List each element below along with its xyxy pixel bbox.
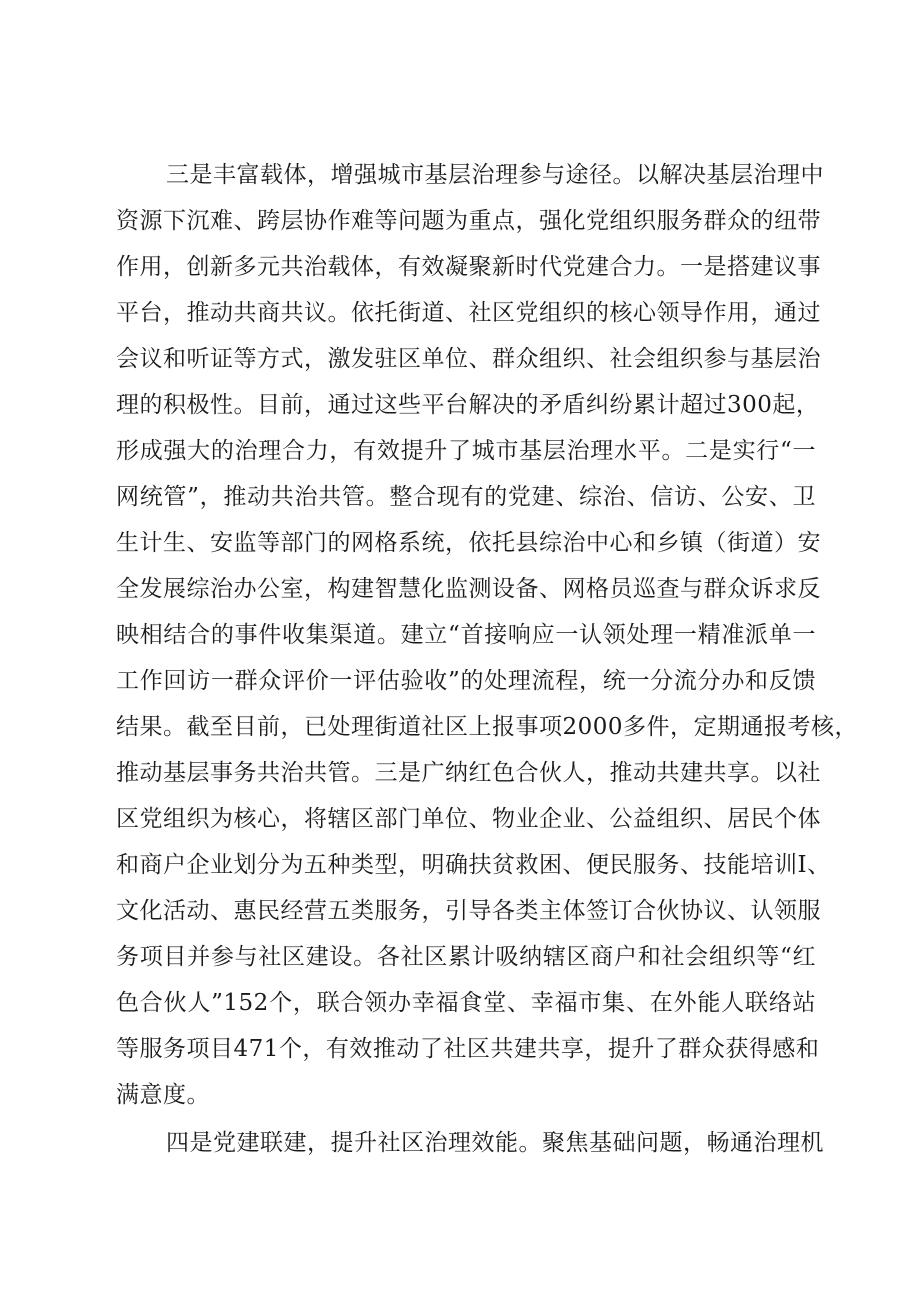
- paragraph-3: [116, 152, 859, 1118]
- document-body: [116, 152, 859, 1166]
- text-line: 会议和听证等方式，激发驻区单位、群众组织、社会组织参与基层治: [116, 346, 821, 372]
- text-line: 资源下沉难、跨层协作难等问题为重点，强化党组织服务群众的纽带: [116, 208, 821, 234]
- text-line: 务项目并参与社区建设。各社区累计吸纳辖区商户和社会组织等“红: [116, 944, 816, 970]
- text-line: 作用，创新多元共治载体，有效凝聚新时代党建合力。一是搭建议事: [116, 254, 821, 280]
- text-line: 推动基层事务共治共管。三是广纳红色合伙人，推动共建共享。以社: [116, 760, 821, 786]
- text-line: 和商户企业划分为五种类型，明确扶贫救困、便民服务、技能培训I、: [116, 852, 831, 878]
- text-line: 网统管”，推动共治共管。整合现有的党建、综治、信访、公安、卫: [116, 484, 816, 510]
- text-line: 区党组织为核心，将辖区部门单位、物业企业、公益组织、居民个体: [116, 806, 821, 832]
- text-line: 色合伙人”152个，联合领办幸福食堂、幸福市集、在外能人联络站: [116, 990, 816, 1016]
- text-line: 理的积极性。目前，通过这些平台解决的矛盾纠纷累计超过300起，: [116, 392, 820, 418]
- text-line: 映相结合的事件收集渠道。建立“首接响应一认领处理一精准派单一: [116, 622, 816, 648]
- text-line: 平台，推动共商共议。依托街道、社区党组织的核心领导作用，通过: [116, 300, 821, 326]
- text-line: 等服务项目471个，有效推动了社区共建共享，提升了群众获得感和: [116, 1036, 820, 1062]
- text-line: 文化活动、惠民经营五类服务，引导各类主体签订合伙协议、认领服: [116, 898, 821, 924]
- text-line: 生计生、安监等部门的网格系统，依托县综治中心和乡镇（街道）安: [116, 530, 821, 556]
- text-line: 满意度。: [116, 1082, 210, 1108]
- text-line: 形成强大的治理合力，有效提升了城市基层治理水平。二是实行“一: [116, 438, 816, 464]
- text-line: 结果。截至目前，已处理街道社区上报事项2000多件，定期通报考核，: [116, 714, 859, 740]
- text-line: 三是丰富载体，增强城市基层治理参与途径。以解决基层治理中: [166, 162, 824, 188]
- paragraph-4: [116, 1120, 824, 1166]
- text-line: 工作回访一群众评价一评估验收”的处理流程，统一分流分办和反馈: [116, 668, 816, 694]
- text-line: 四是党建联建，提升社区治理效能。聚焦基础问题，畅通治理机: [166, 1130, 824, 1156]
- text-line: 全发展综治办公室，构建智慧化监测设备、网格员巡查与群众诉求反: [116, 576, 821, 602]
